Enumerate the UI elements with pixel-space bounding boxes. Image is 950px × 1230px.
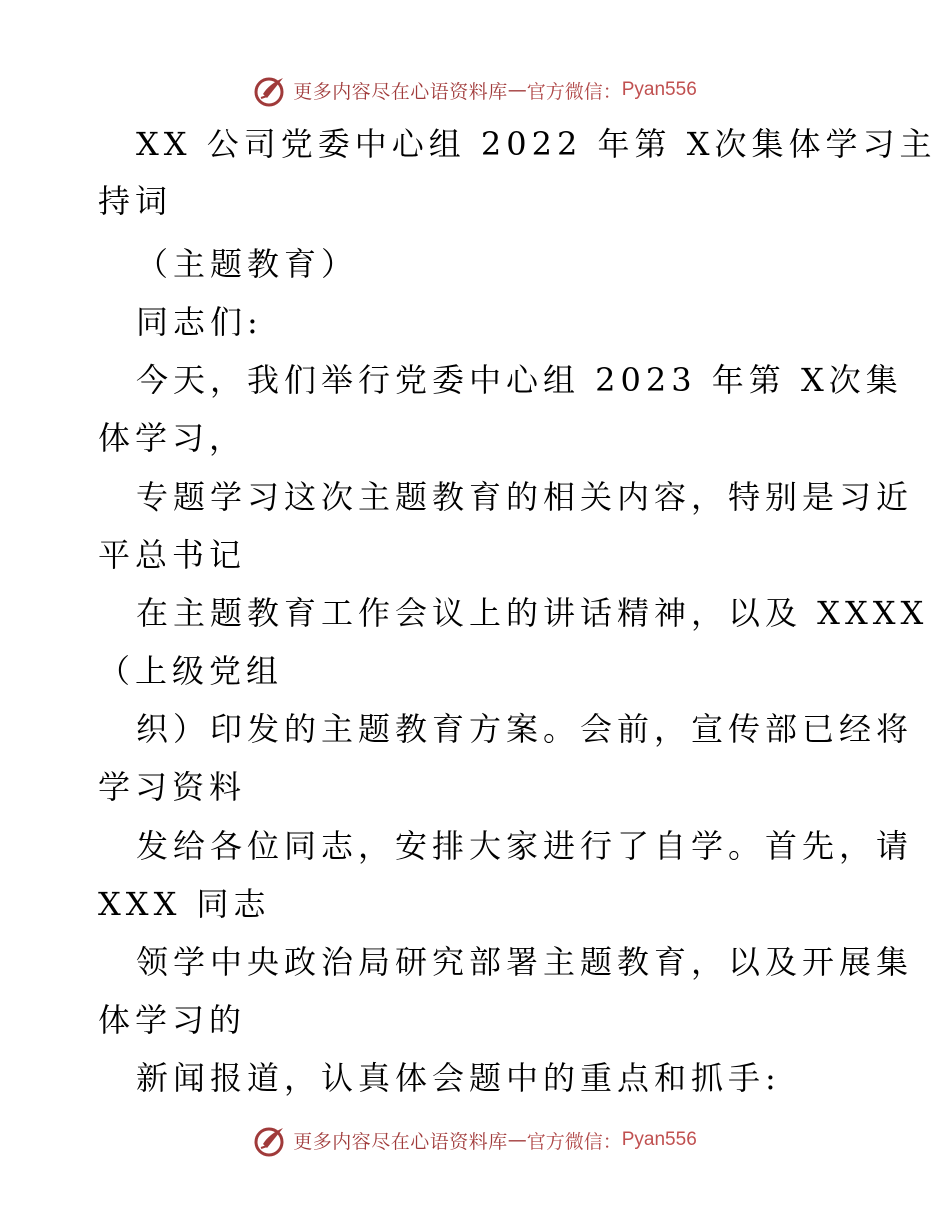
watermark-tagline: 更多内容尽在心语资料库 bbox=[293, 1130, 508, 1153]
doc-title-line-1: XX 公司党委中心组 2022 年第 X次集体学习主 bbox=[136, 125, 937, 163]
watermark-tagline: 更多内容尽在心语资料库 bbox=[293, 80, 508, 103]
doc-line: 专题学习这次主题教育的相关内容，特别是习近 bbox=[136, 478, 914, 516]
watermark-wechat-id: Pyan556 bbox=[621, 79, 697, 100]
doc-line: 领学中央政治局研究部署主题教育，以及开展集 bbox=[136, 943, 914, 981]
doc-salutation: 同志们: bbox=[136, 303, 263, 341]
watermark-wechat-id: Pyan556 bbox=[621, 1129, 697, 1150]
watermark-separator: — bbox=[507, 79, 527, 101]
doc-line: 体学习的 bbox=[98, 1001, 247, 1039]
doc-line: 在主题教育工作会议上的讲话精神，以及 XXXX bbox=[136, 594, 929, 632]
doc-line: 新闻报道，认真体会题中的重点和抓手: bbox=[136, 1059, 781, 1097]
doc-line: 织）印发的主题教育方案。会前，宣传部已经将 bbox=[136, 710, 914, 748]
doc-subtitle: （主题教育） bbox=[136, 245, 359, 283]
doc-line: 学习资料 bbox=[98, 768, 247, 806]
doc-line: 发给各位同志，安排大家进行了自学。首先，请 bbox=[136, 827, 914, 865]
watermark-separator: — bbox=[507, 1129, 527, 1151]
watermark-wechat-label: 官方微信： bbox=[526, 80, 622, 103]
doc-line: 今天，我们举行党委中心组 2023 年第 X次集 bbox=[136, 361, 903, 399]
book-quill-icon bbox=[253, 1122, 289, 1158]
doc-line: （上级党组 bbox=[98, 652, 284, 690]
watermark-wechat-label: 官方微信： bbox=[526, 1130, 622, 1153]
doc-line: 体学习， bbox=[98, 419, 247, 457]
doc-line: XXX 同志 bbox=[98, 885, 271, 923]
doc-title-line-2: 持词 bbox=[98, 182, 173, 220]
book-quill-icon bbox=[253, 72, 289, 108]
doc-line: 平总书记 bbox=[98, 536, 247, 574]
footer-watermark-banner bbox=[0, 1120, 950, 1160]
header-watermark-banner bbox=[0, 70, 950, 110]
